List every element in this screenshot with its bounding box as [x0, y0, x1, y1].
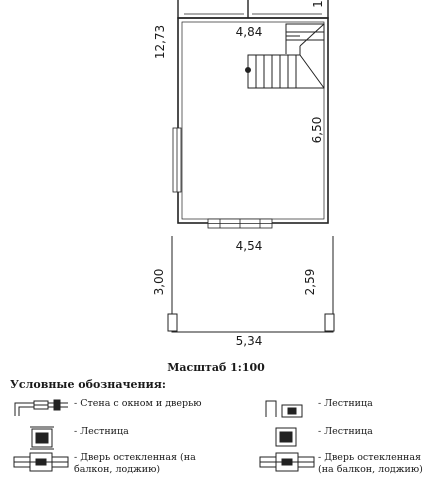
- dim-total-width: 5,34: [235, 334, 263, 348]
- dim-upper-width: 4,84: [235, 25, 263, 39]
- main-room-walls: [178, 18, 328, 223]
- bottom-door: [208, 219, 272, 228]
- dim-terrace-right: 2,59: [303, 268, 317, 296]
- wall-window-door-icon: [12, 397, 70, 417]
- legend-label-glazed-door: - Дверь остекленная (на балкон, лоджию): [74, 452, 196, 475]
- dim-terrace-left: 3,00: [152, 268, 166, 296]
- upper-rooms: [178, 0, 328, 18]
- glazed-door-icon-right: [258, 451, 316, 473]
- dim-total-height: 12,73: [153, 24, 167, 60]
- legend-label-glazed-door-right: - Дверь остекленная (на балкон, лоджию): [318, 452, 423, 475]
- left-window: [173, 128, 181, 192]
- dim-room-height: 6,50: [310, 116, 324, 144]
- legend-label-wall: - Стена с окном и дверью: [74, 398, 202, 409]
- staircase-square-icon: [262, 397, 310, 419]
- legend-label-stairs-right-2: - Лестница: [318, 426, 373, 437]
- dim-lower-width: 4,54: [235, 239, 263, 253]
- legend-label-stairs-right-1: - Лестница: [318, 398, 373, 409]
- legend-title: Условные обозначения:: [10, 378, 166, 391]
- staircase-icon: [28, 425, 56, 451]
- staircase-square-icon-2: [272, 425, 300, 449]
- legend-label-stairs: - Лестница: [74, 426, 129, 437]
- dim-top-right-partial: 1: [311, 0, 325, 8]
- scale-label: Масштаб 1:100: [167, 361, 265, 374]
- glazed-door-icon-left: [12, 451, 70, 473]
